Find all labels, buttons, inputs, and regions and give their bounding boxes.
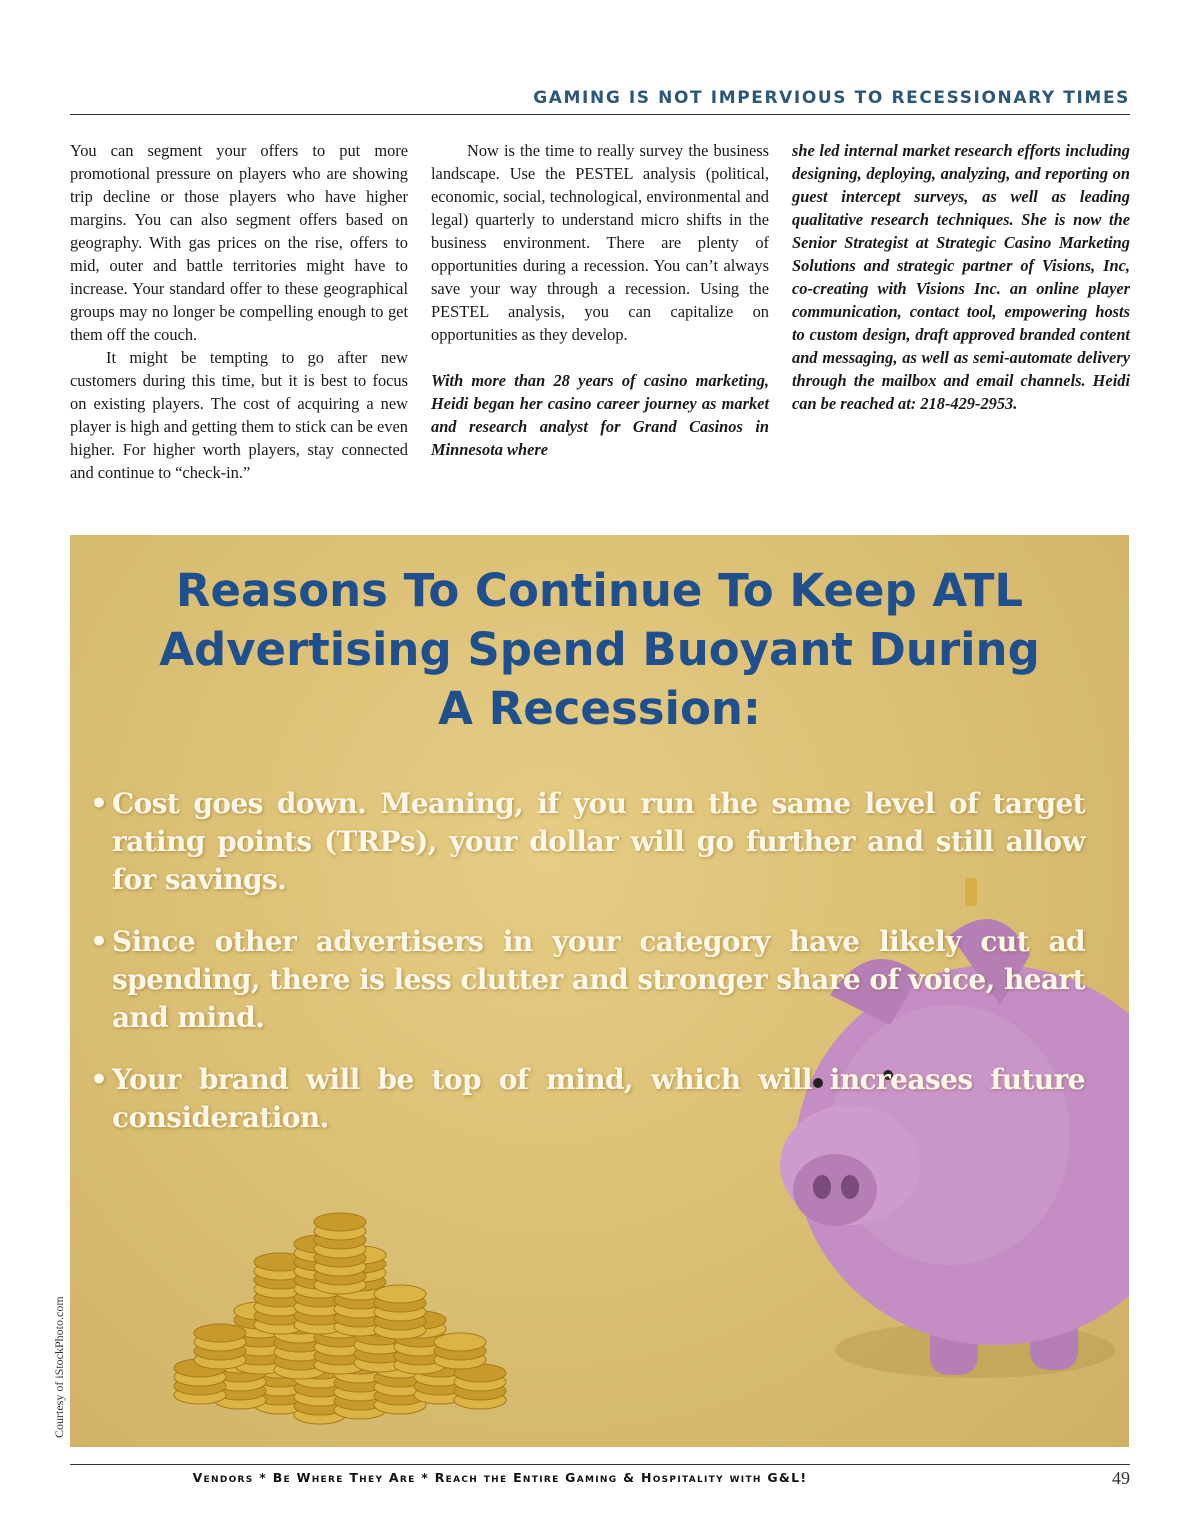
reason-item: • Your brand will be top of mind, which will increases future consideration. <box>90 1061 1085 1137</box>
reason-item: • Since other advertisers in your category have likely cut ad spending, there is less clutter and stronger share of voice, heart and mind. <box>90 923 1085 1037</box>
article-column-2 <box>431 139 769 461</box>
panel-title-line: Reasons To Continue To Keep ATL <box>175 564 1024 617</box>
panel-title-line: A Recession: <box>438 682 761 735</box>
sidebar-panel <box>70 535 1129 1447</box>
footer-tagline: Vendors * Be Where They Are * Reach the Entire Gaming & Hospitality with G&L! <box>192 1470 808 1485</box>
panel-title <box>70 561 1129 738</box>
article-column-3 <box>792 139 1130 415</box>
running-header-title: GAMING IS NOT IMPERVIOUS TO RECESSIONARY TIMES <box>533 88 1130 108</box>
footer-divider <box>70 1464 1130 1465</box>
article-paragraph: You can segment your offers to put more promotional pressure on players who are showing trip decline or those players who have higher margins. You can also segment offers based on geography. With gas prices on the rise, offers to mid, outer and battle territories might have to increase. Your standard offer to these geographical groups may no longer be compelling enough to get them off the couch. <box>70 141 408 344</box>
author-bio-end: she led internal market research efforts including designing, deploying, analyzing, and reporting on guest intercept surveys, as well as leading qualitative research techniques. She is now the Senior Strategist at Strategic Casino Marketing Solutions and strategic partner of Visions, Inc, co-creating with Visions Inc. an online player communication, contact tool, empowering hosts to custom design, draft approved branded content and messaging, as well as semi-automate delivery through the mailbox and email channels. Heidi can be reached at: 218-429-2953. <box>792 141 1130 413</box>
article-paragraph: Now is the time to really survey the business landscape. Use the PESTEL analysis (political, economic, social, technological, environmental and legal) quarterly to understand micro shifts in the business environment. There are plenty of opportunities during a recession. You can’t always save your way through a recession. Using the PESTEL analysis, you can capitalize on opportunities as they develop. <box>431 141 769 344</box>
article-column-1 <box>70 139 408 484</box>
reason-item: • Cost goes down. Meaning, if you run the same level of target rating points (TRPs), your dollar will go further and still allow for savings. <box>90 785 1085 899</box>
author-bio-start: With more than 28 years of casino marketing, Heidi began her casino career journey as market and research analyst for Grand Casinos in Minnesota where <box>431 371 769 459</box>
running-header <box>70 86 1130 115</box>
page-number: 49 <box>1112 1468 1130 1488</box>
photo-credit: Courtesy of iStockPhoto.com <box>52 1296 66 1438</box>
panel-title-line: Advertising Spend Buoyant During <box>159 623 1040 676</box>
article-paragraph: It might be tempting to go after new customers during this time, but it is best to focus on existing players. The cost of acquiring a new player is high and getting them to stick can be even higher. For higher worth players, stay connected and continue to “check-in.” <box>70 348 408 482</box>
reasons-list <box>90 785 1085 1161</box>
